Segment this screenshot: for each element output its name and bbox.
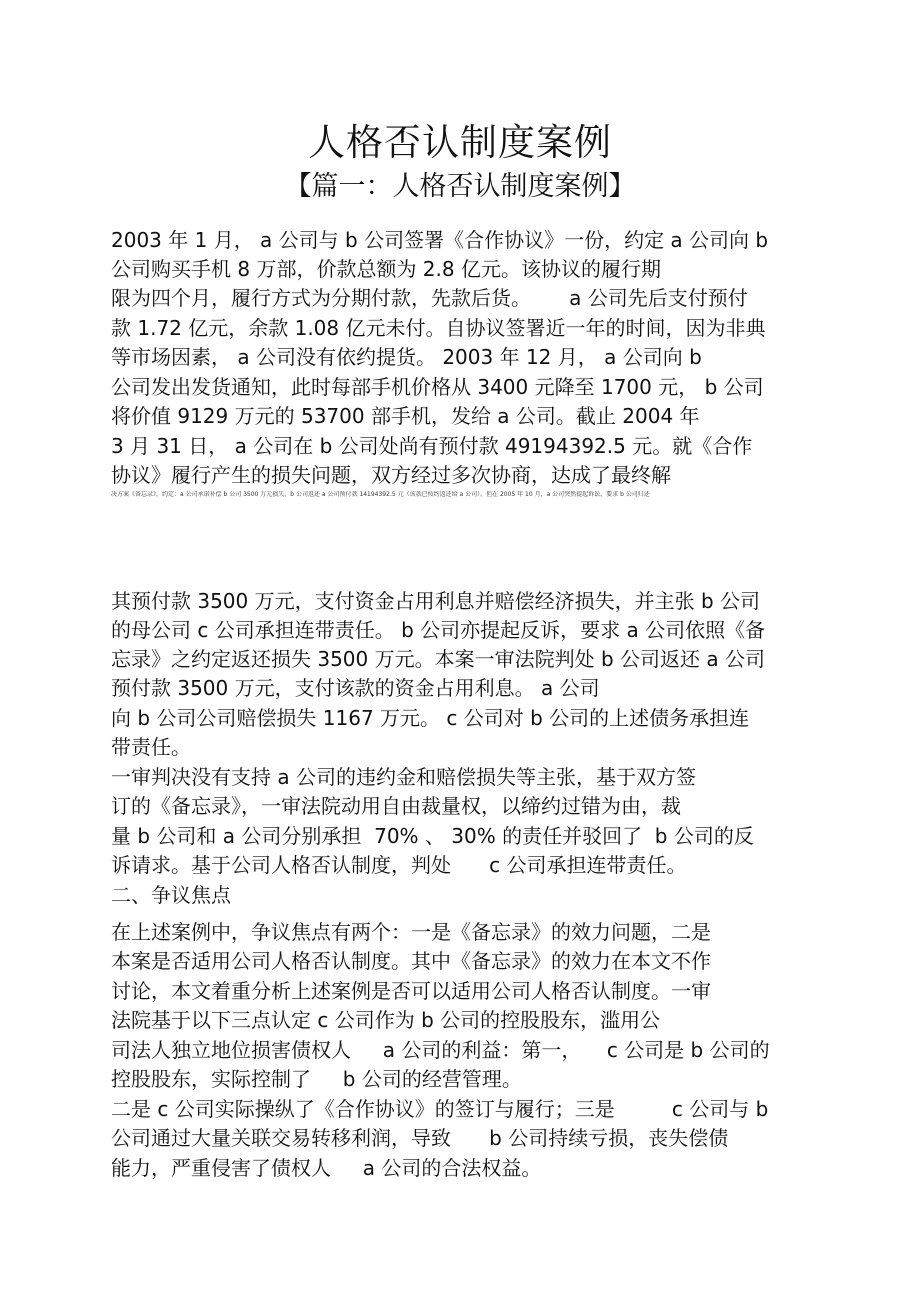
paragraph-line: 限为四个月，履行方式为分期付款，先款后货。 a 公司先后支付预付 (111, 286, 748, 310)
paragraph-line: 本案是否适用公司人格否认制度。其中《备忘录》的效力在本文不作 (111, 949, 711, 973)
paragraph-line: 将价值 9129 万元的 53700 部手机，发给 a 公司。截止 2004 年 (111, 404, 700, 428)
document-title: 人格否认制度案例 (308, 121, 612, 164)
paragraph-line: 公司通过大量关联交易转移利润，导致 b 公司持续亏损，丧失偿债 (111, 1126, 729, 1150)
paragraph-line: 讨论，本文着重分析上述案例是否可以适用公司人格否认制度。一审 (111, 979, 711, 1003)
paragraph-line: 公司发出发货通知，此时每部手机价格从 3400 元降至 1700 元， b 公司 (111, 375, 764, 399)
paragraph-line: 的母公司 c 公司承担连带责任。 b 公司亦提起反诉，要求 a 公司依照《备 (111, 618, 766, 642)
paragraph-line: 协议》履行产生的损失问题，双方经过多次协商，达成了最终解 (111, 463, 671, 487)
paragraph-line: 公司购买手机 8 万部，价款总额为 2.8 亿元。该协议的履行期 (111, 257, 661, 281)
paragraph-line: 能力，严重侵害了债权人 a 公司的合法权益。 (111, 1156, 542, 1180)
paragraph-line: 司法人独立地位损害债权人 a 公司的利益：第一， c 公司是 b 公司的 (111, 1038, 770, 1062)
paragraph-line: 2003 年 1 月， a 公司与 b 公司签署《合作协议》一份，约定 a 公司向 b (111, 228, 769, 252)
paragraph-line: 等市场因素， a 公司没有依约提货。 2003 年 12 月， a 公司向 b (111, 345, 702, 369)
paragraph-line: 款 1.72 亿元，余款 1.08 亿元未付。自协议签署近一年的时间，因为非典 (111, 316, 766, 340)
section-heading: 二、争议焦点 (111, 883, 231, 907)
paragraph-line: 法院基于以下三点认定 c 公司作为 b 公司的控股股东，滥用公 (111, 1008, 661, 1032)
paragraph-line: 一审判决没有支持 a 公司的违约金和赔偿损失等主张，基于双方签 (111, 765, 696, 789)
paragraph-line: 在上述案例中，争议焦点有两个：一是《备忘录》的效力问题，二是 (111, 920, 711, 944)
paragraph-line: 向 b 公司公司赔偿损失 1167 万元。 c 公司对 b 公司的上述债务承担连 (111, 706, 750, 730)
paragraph-line: 3 月 31 日， a 公司在 b 公司处尚有预付款 49194392.5 元。就《合作 (111, 434, 753, 458)
paragraph-line: 量 b 公司和 a 公司分别承担 70% 、 30% 的责任并驳回了 b 公司的反 (111, 824, 754, 848)
paragraph-line: 控股股东，实际控制了 b 公司的经营管理。 (111, 1067, 522, 1091)
paragraph-line: 订的《备忘录》，一审法院动用自由裁量权，以缔约过错为由，裁 (111, 794, 681, 818)
paragraph-line: 诉请求。基于公司人格否认制度，判处 c 公司承担连带责任。 (111, 853, 687, 877)
paragraph-line: 预付款 3500 万元，支付该款的资金占用利息。 a 公司 (111, 676, 600, 700)
paragraph-line: 其预付款 3500 万元，支付资金占用利息并赔偿经济损失，并主张 b 公司 (111, 589, 761, 613)
tiny-text-line: 决方案《备忘录》，约定：a 公司承诺补偿 b 公司 3500 万元损失，b 公司返还 a 公司预付款 14194392.5 元（该款已按约返还给 a 公司）。但在 2005 年 10 月，a 公司突然提起诉讼，要求 b 公司归还 (111, 491, 650, 498)
document-subtitle: 【篇一：人格否认制度案例】 (284, 171, 636, 202)
paragraph-line: 忘录》之约定返还损失 3500 万元。本案一审法院判处 b 公司返还 a 公司 (111, 647, 765, 671)
paragraph-line: 带责任。 (111, 735, 191, 759)
paragraph-line: 二是 c 公司实际操纵了《合作协议》的签订与履行；三是 c 公司与 b (111, 1097, 769, 1121)
